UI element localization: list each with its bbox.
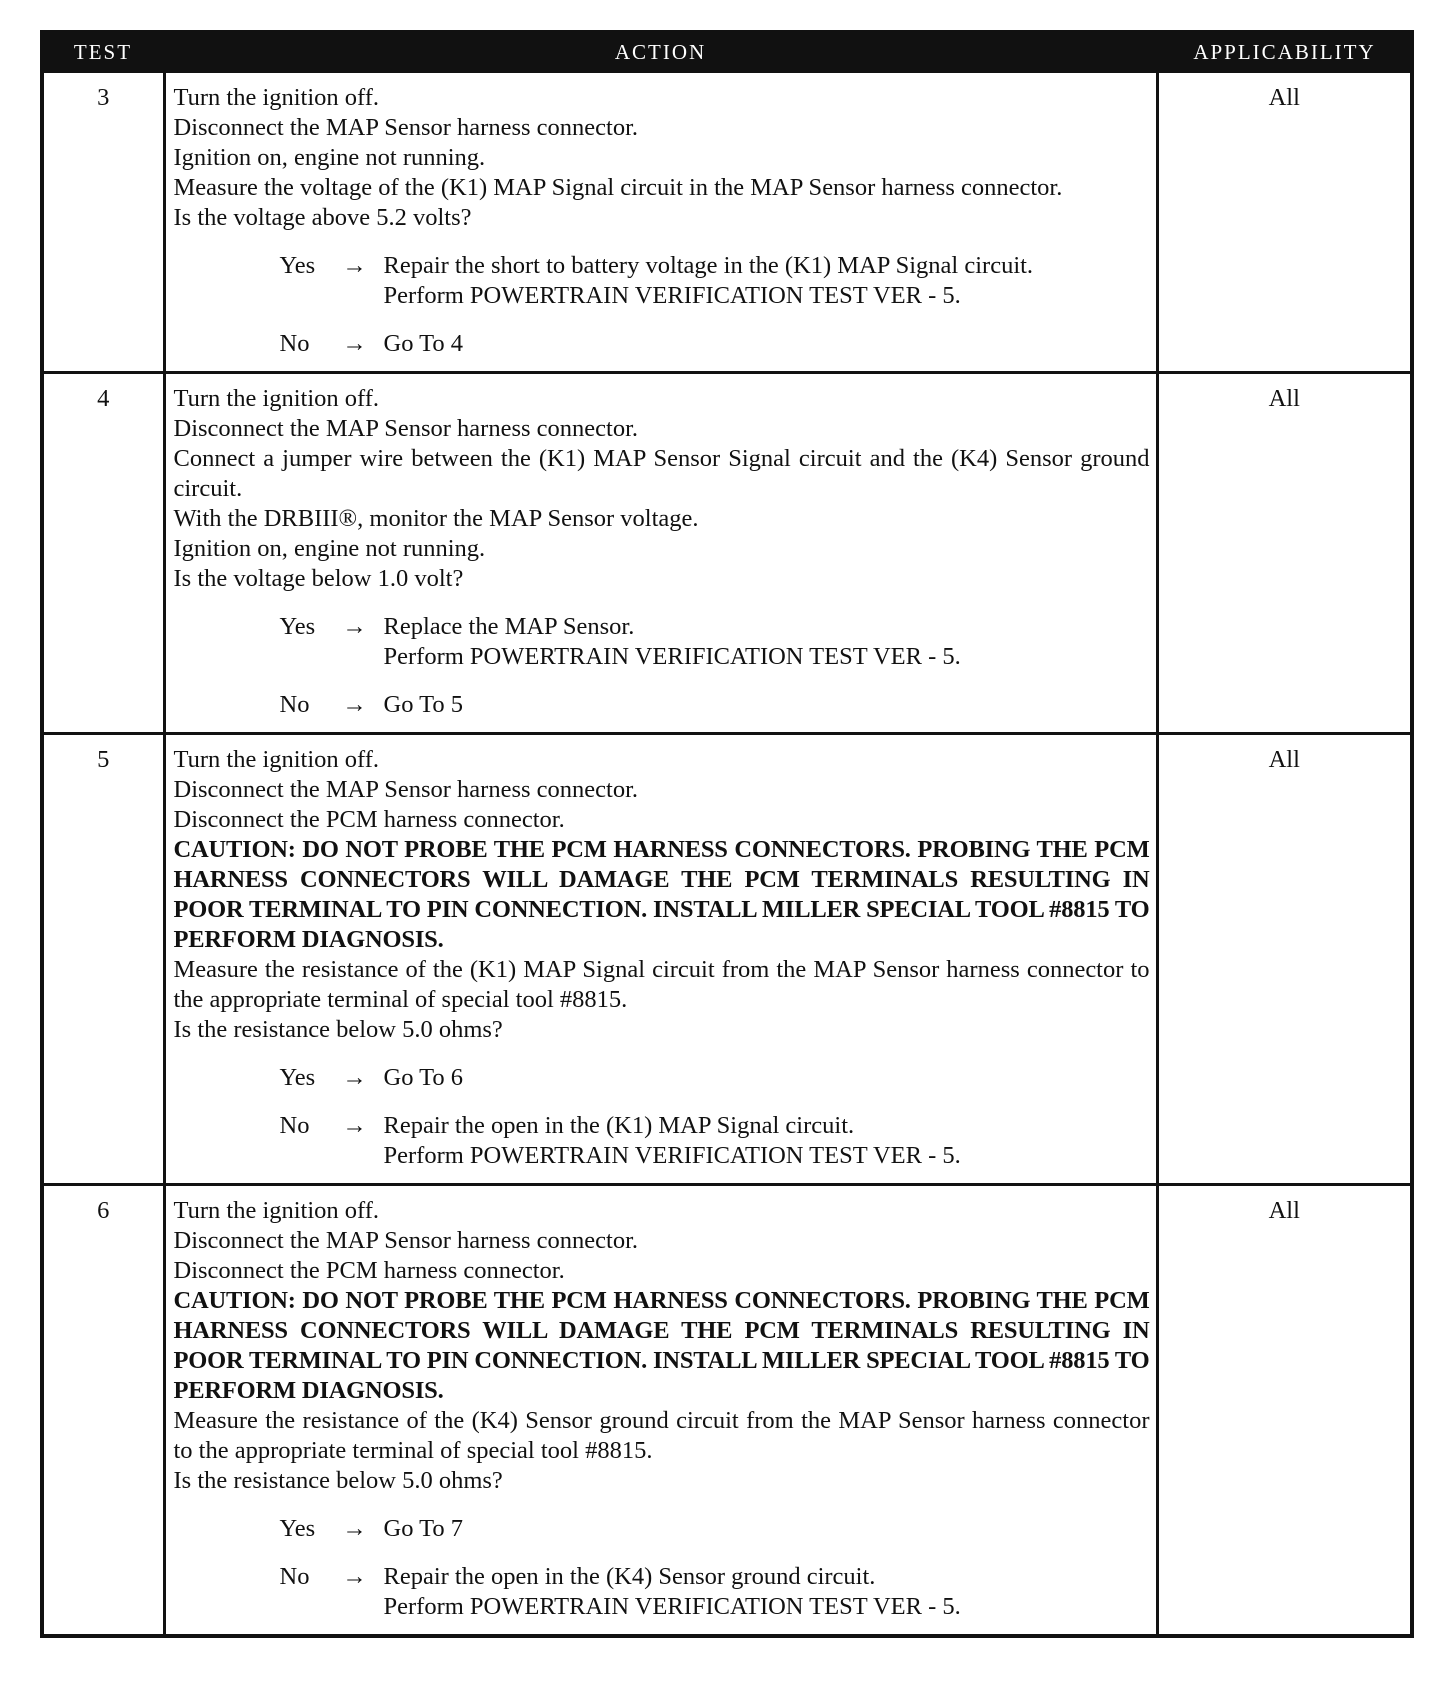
step-text: Disconnect the MAP Sensor harness connector. <box>173 776 638 803</box>
step-text: Disconnect the MAP Sensor harness connector. <box>173 415 638 442</box>
outcome-yes <box>174 612 1150 672</box>
outcome-label: No <box>279 1112 310 1139</box>
test-number: 3 <box>42 72 164 373</box>
table-row <box>42 734 1412 1185</box>
step-text: Disconnect the MAP Sensor harness connector. <box>173 114 638 141</box>
step-text: Ignition on, engine not running. <box>173 535 486 562</box>
table-header <box>42 32 1412 72</box>
caution-text: CAUTION: DO NOT PROBE THE PCM HARNESS CONNECTORS. PROBING THE PCM HARNESS CONNECTORS WILL DAMAGE THE PCM TERMINALS RESULTING IN POOR TERMINAL TO PIN CONNECTION. INSTALL MILLER SPECIAL TOOL #8815 TO PERFORM DIAGNOSIS. <box>173 836 1150 953</box>
action-cell <box>164 734 1157 1185</box>
outcome-label: No <box>279 691 310 718</box>
outcome-result <box>384 251 1150 311</box>
outcome-line: Perform POWERTRAIN VERIFICATION TEST VER - 5. <box>383 1142 961 1169</box>
outcome-no <box>174 329 1150 359</box>
outcome-line: Repair the open in the (K1) MAP Signal circuit. <box>383 1112 855 1139</box>
outcome-line: Go To 5 <box>383 691 464 718</box>
outcome-label: No <box>279 330 310 357</box>
outcome-line: Go To 6 <box>383 1064 464 1091</box>
outcome-label: Yes <box>279 1064 316 1091</box>
step-text: Ignition on, engine not running. <box>173 144 486 171</box>
outcome-yes <box>174 1514 1150 1544</box>
outcome-line: Perform POWERTRAIN VERIFICATION TEST VER - 5. <box>383 643 961 670</box>
arrow-icon: → <box>342 1064 367 1091</box>
outcome-no <box>174 1111 1150 1171</box>
outcome-label: No <box>279 1563 310 1590</box>
table-row <box>42 1185 1412 1637</box>
arrow-icon: → <box>342 613 367 640</box>
outcome-line: Perform POWERTRAIN VERIFICATION TEST VER - 5. <box>383 282 961 309</box>
outcome-result <box>384 690 1150 720</box>
outcome-label: Yes <box>279 613 316 640</box>
outcome-line: Perform POWERTRAIN VERIFICATION TEST VER - 5. <box>383 1593 961 1620</box>
step-text: Measure the voltage of the (K1) MAP Signal circuit in the MAP Sensor harness connector. <box>173 174 1063 201</box>
header-action: ACTION <box>164 32 1157 72</box>
outcome-result <box>384 1562 1150 1622</box>
test-number: 5 <box>42 734 164 1185</box>
outcome-line: Repair the open in the (K4) Sensor ground circuit. <box>383 1563 876 1590</box>
outcome-line: Replace the MAP Sensor. <box>383 613 635 640</box>
outcome-line: Repair the short to battery voltage in the (K1) MAP Signal circuit. <box>383 252 1034 279</box>
step-text: With the DRBIII®, monitor the MAP Sensor voltage. <box>173 505 699 532</box>
outcome-yes <box>174 1063 1150 1093</box>
arrow-icon: → <box>342 330 367 357</box>
outcome-result <box>384 1063 1150 1093</box>
arrow-icon: → <box>342 1515 367 1542</box>
outcome-label: Yes <box>279 1515 316 1542</box>
applicability-cell: All <box>1157 373 1412 734</box>
arrow-icon: → <box>342 691 367 718</box>
outcome-result <box>384 1514 1150 1544</box>
step-text: Turn the ignition off. <box>173 385 380 412</box>
applicability-cell: All <box>1157 72 1412 373</box>
outcome-result <box>384 1111 1150 1171</box>
table-row <box>42 373 1412 734</box>
table-row <box>42 72 1412 373</box>
step-text: Turn the ignition off. <box>173 84 380 111</box>
header-applicability: APPLICABILITY <box>1157 32 1412 72</box>
step-text: Disconnect the PCM harness connector. <box>173 1257 565 1284</box>
step-text: Is the voltage below 1.0 volt? <box>173 565 464 592</box>
step-text: Turn the ignition off. <box>173 746 380 773</box>
action-cell <box>164 1185 1157 1637</box>
applicability-cell: All <box>1157 1185 1412 1637</box>
outcome-no <box>174 690 1150 720</box>
step-text: Is the resistance below 5.0 ohms? <box>173 1467 503 1494</box>
arrow-icon: → <box>342 1112 367 1139</box>
step-text: Is the resistance below 5.0 ohms? <box>173 1016 503 1043</box>
diagnostic-page <box>40 30 1410 1638</box>
step-text: Disconnect the PCM harness connector. <box>173 806 565 833</box>
outcome-line: Go To 7 <box>383 1515 464 1542</box>
step-text: Connect a jumper wire between the (K1) MAP Sensor Signal circuit and the (K4) Sensor ground circuit. <box>173 445 1150 502</box>
outcome-result <box>384 329 1150 359</box>
action-cell <box>164 72 1157 373</box>
table-body <box>42 72 1412 1637</box>
step-text: Is the voltage above 5.2 volts? <box>173 204 472 231</box>
outcome-result <box>384 612 1150 672</box>
header-test: TEST <box>42 32 164 72</box>
applicability-cell: All <box>1157 734 1412 1185</box>
step-text: Disconnect the MAP Sensor harness connector. <box>173 1227 638 1254</box>
action-cell <box>164 373 1157 734</box>
diagnostic-test-table <box>40 30 1414 1638</box>
test-number: 6 <box>42 1185 164 1637</box>
step-text: Measure the resistance of the (K4) Sensor ground circuit from the MAP Sensor harness connector to the appropriate terminal of special tool #8815. <box>173 1407 1150 1464</box>
test-number: 4 <box>42 373 164 734</box>
step-text: Measure the resistance of the (K1) MAP Signal circuit from the MAP Sensor harness connector to the appropriate terminal of special tool #8815. <box>173 956 1150 1013</box>
step-text: Turn the ignition off. <box>173 1197 380 1224</box>
outcome-line: Go To 4 <box>383 330 464 357</box>
arrow-icon: → <box>342 252 367 279</box>
outcome-yes <box>174 251 1150 311</box>
caution-text: CAUTION: DO NOT PROBE THE PCM HARNESS CONNECTORS. PROBING THE PCM HARNESS CONNECTORS WILL DAMAGE THE PCM TERMINALS RESULTING IN POOR TERMINAL TO PIN CONNECTION. INSTALL MILLER SPECIAL TOOL #8815 TO PERFORM DIAGNOSIS. <box>173 1287 1150 1404</box>
outcome-label: Yes <box>279 252 316 279</box>
arrow-icon: → <box>342 1563 367 1590</box>
outcome-no <box>174 1562 1150 1622</box>
